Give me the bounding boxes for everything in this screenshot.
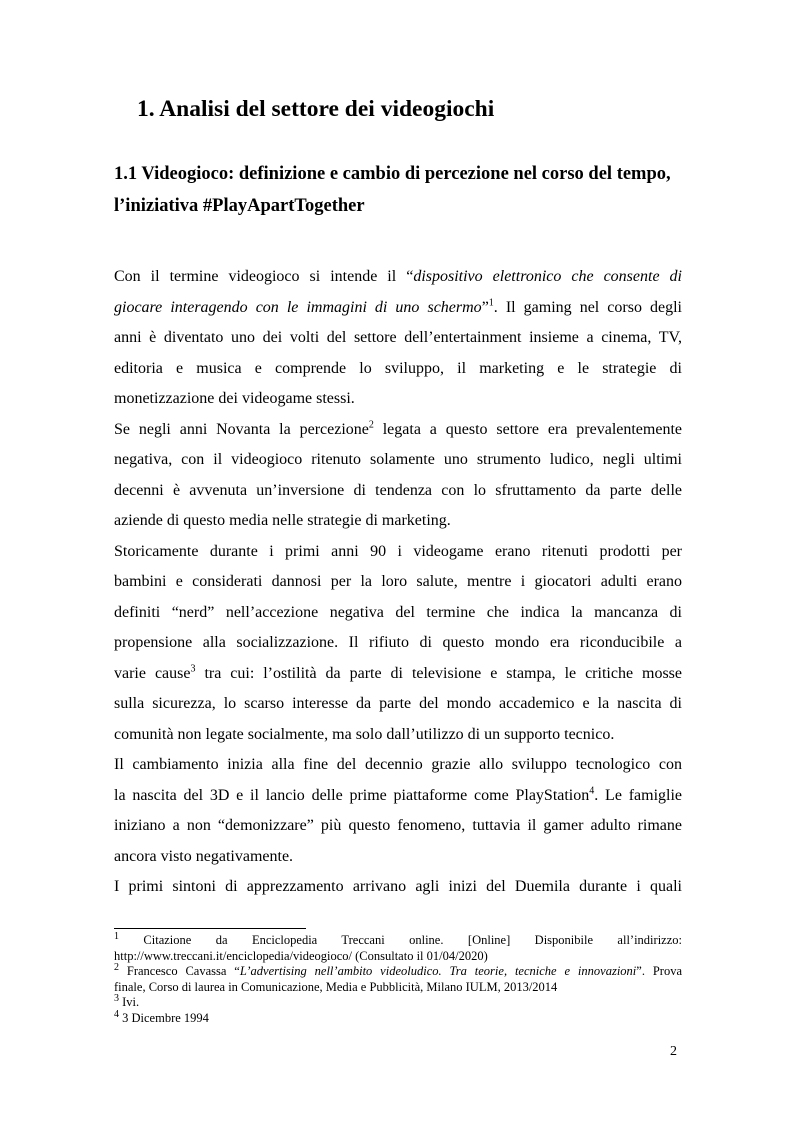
text-line: iniziano a non “demonizzare” più questo fenomeno, tuttavia il gamer adulto rimane xyxy=(114,817,682,834)
footnote: $^3$ Ivi. xyxy=(114,992,140,1009)
footnote-number: 1 xyxy=(114,930,119,942)
text-line: Se negli anni Novanta la percezione$^2$ legata a questo settore era prevalentemente xyxy=(114,419,682,438)
footnote-ref[interactable]: 3 xyxy=(190,663,196,675)
text-line: aziende di questo media nelle strategie di marketing. xyxy=(114,512,451,529)
section-heading xyxy=(114,158,682,222)
section-heading-line: l’iniziativa #PlayApartTogether xyxy=(114,196,365,216)
text-line: monetizzazione dei videogame stessi. xyxy=(114,390,355,407)
text-line: varie cause$^3$ tra cui: l’ostilità da parte di televisione e stampa, le critiche mosse xyxy=(114,663,683,682)
footnote-divider xyxy=(114,928,306,929)
footnote-link[interactable]: http://www.treccani.it/enciclopedia/videogioco/ (Consultato il 01/04/2020) xyxy=(114,948,488,963)
footnote: finale, Corso di laurea in Comunicazione, Media e Pubblicità, Milano IULM, 2013/2014 xyxy=(114,979,558,994)
text-line: propensione alla socializzazione. Il rifiuto di questo mondo era riconducibile a xyxy=(114,634,682,651)
chapter-heading: 1. Analisi del settore dei videogiochi xyxy=(137,96,495,122)
body-text xyxy=(114,262,682,903)
text-line: Con il termine videogioco si intende il “dispositivo elettronico che consente di xyxy=(114,268,683,285)
footnote-number: 4 xyxy=(114,1008,119,1020)
text-line: Storicamente durante i primi anni 90 i videogame erano ritenuti prodotti per xyxy=(114,542,682,560)
text-line: Il cambiamento inizia alla fine del decennio grazie allo sviluppo tecnologico con xyxy=(114,756,682,773)
footnote-number: 2 xyxy=(114,961,119,973)
page-number: 2 xyxy=(670,1044,677,1059)
text-line: la nascita del 3D e il lancio delle prime piattaforme come PlayStation$^4$. Le famiglie xyxy=(114,785,683,804)
footnote: $^1$ Citazione da Enciclopedia Treccani online. [Online] Disponibile all’indirizzo: xyxy=(114,930,682,947)
section-heading-line: 1.1 Videogioco: definizione e cambio di percezione nel corso del tempo, xyxy=(114,164,671,184)
text-line: comunità non legate socialmente, ma solo dall’utilizzo di un supporto tecnico. xyxy=(114,725,615,743)
text-line: anni è diventato uno dei volti del settore dell’entertainment insieme a cinema, TV, xyxy=(114,329,682,346)
text-line: ancora visto negativamente. xyxy=(114,847,294,865)
footnote-number: 3 xyxy=(114,992,119,1004)
text-line: decenni è avvenuta un’inversione di tendenza con lo sfruttamento da parte delle xyxy=(114,481,682,499)
text-line: I primi sintoni di apprezzamento arrivano agli inizi del Duemila durante i quali xyxy=(114,878,682,895)
footnote-ref[interactable]: 1 xyxy=(488,297,494,309)
footnotes xyxy=(114,930,683,1026)
text-line: giocare interagendo con le immagini di uno schermo”$^1$. Il gaming nel corso degli xyxy=(114,297,682,316)
text-line: bambini e considerati dannosi per la loro salute, mentre i giocatori adulti erano xyxy=(114,573,682,590)
text-line: negativa, con il videogioco ritenuto solamente uno strumento ludico, negli ultimi xyxy=(114,451,682,468)
footnote: $^4$ 3 Dicembre 1994 xyxy=(114,1008,209,1025)
text-line: sulla sicurezza, lo scarso interesse da parte del mondo accademico e la nascita di xyxy=(114,695,682,712)
text-line: definiti “nerd” nell’accezione negativa del termine che indica la mancanza di xyxy=(114,603,682,621)
footnote-ref[interactable]: 4 xyxy=(589,785,595,797)
footnote: $^2$ Francesco Cavassa “L’advertising nell’ambito videoludico. Tra teorie, tecniche e innovazioni”. Prova xyxy=(114,961,683,978)
text-line: editoria e musica e comprende lo sviluppo, il marketing e le strategie di xyxy=(114,359,682,377)
footnote-ref[interactable]: 2 xyxy=(368,419,374,431)
